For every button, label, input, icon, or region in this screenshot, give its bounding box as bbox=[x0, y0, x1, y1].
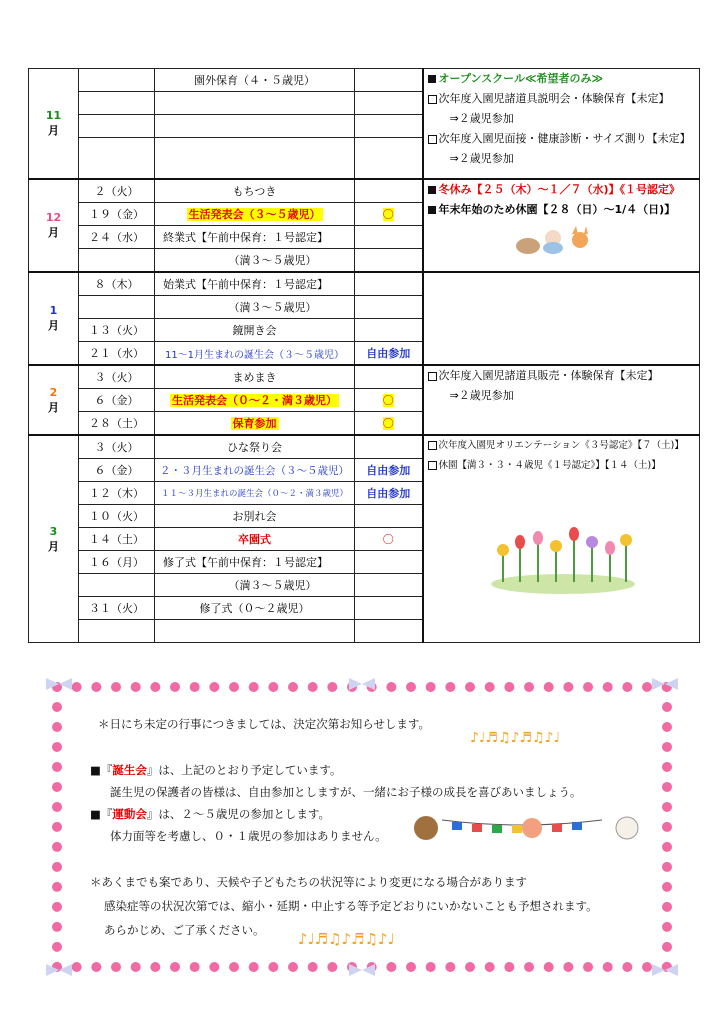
table-row: １９（金） 生活発表会（３～５歳児） 〇 bbox=[29, 203, 700, 226]
table-row: １４（土） 卒園式 〇 bbox=[29, 528, 700, 551]
month-label: 月 bbox=[48, 400, 59, 414]
bullet-icon bbox=[428, 186, 436, 194]
svg-text:♪♩♬♫♪♬♫♪♩: ♪♩♬♫♪♬♫♪♩ bbox=[298, 930, 395, 948]
table-row: １６（月） 修了式【午前中保育：１号認定】 bbox=[29, 551, 700, 574]
month-cell-jan bbox=[29, 272, 79, 365]
table-row: （満３～５歳児） bbox=[29, 249, 700, 273]
month-number: 11 bbox=[45, 109, 62, 122]
attendance-mark: 〇 bbox=[382, 394, 394, 407]
highlighted-event: 生活発表会（０～２・満３歳児） bbox=[172, 394, 337, 407]
checkbox-icon bbox=[428, 441, 437, 450]
month-label: 月 bbox=[48, 539, 59, 553]
animals-illustration bbox=[508, 220, 598, 256]
ribbon-icon bbox=[46, 964, 72, 976]
month-cell-dec bbox=[29, 179, 79, 272]
ribbon-icon bbox=[46, 678, 72, 690]
attendance-mark: 〇 bbox=[382, 208, 394, 221]
table-row: ６（金） ２・３月生まれの誕生会（３～５歳児） 自由参加 bbox=[29, 459, 700, 482]
table-row: ２８（土） 保育参加 〇 bbox=[29, 412, 700, 436]
table-row: 3 月 ３（火） ひな祭り会 次年度入園児オリエンテーション《３号認定》【７（土)】 休園【満３・３・４歳児《１号認定》】【１４（土)】 bbox=[29, 435, 700, 459]
schedule-page: 11 月 園外保育（４・５歳児） オープンスクール≪希望者のみ≫ 次年度入園児諸道具説明会・体験保育【未定】 ⇒２歳児参加 次年度入園児面接・健康診断・サイズ測り【未定】 ⇒２歳児参加 12 月 ２（火） もちつき 冬休み【２５（木）～１／７（水)】《１号認定》 年末年始のため休園【２８（日）～1/４（日)】 １９（金） 生活発表会（３～５歳児） 〇 ２４（水） 終業式【午前中保育：１号認定】 （満３～５歳児） 1 月 ８（木） 始業式【午前中保育：１号認定】 （満３～５歳児） １３（火） 鏡開き会 ２１（水） 11～1月生まれの誕生会（３～５歳児） 自由参加 2 月 ３（火） まめまき 次年度入園児諸道具販売・体験保育【未定】 ⇒２歳児参加 ６（金） 生活発表会（０～２・満３歳児） 〇 ２８（土） 保育参加 〇 3 月 ３（火） ひな祭り会 次年度入園児オリエンテーション《３号認定》【７（土)】 休園【満３・３・４歳児《１号認定》】【１４（土)】 ６（金） ２・３月生まれの誕生会（３～５歳児） 自由参加 １２（木） １１～３月生まれの誕生会（０～２・満３歳児） 自由参加 １０（火） お別れ会 １４（土） 卒園式 〇 １６（月） 修了式【午前中保育：１号認定】 （満３～５歳児） ３１（火） 修了式（０～２歳児） ＊日にち未定の行事につきましては、決定次第お知らせします。 ♪♩♬♫♪♬♫♪♩ ■『誕生会』は、上記のとおり予定しています。 誕生児の保護者の皆様は、自由参加としますが、一緒にお子様の成長を喜びあいましょう。 ■『運動会』は、２～５歳児の参加とします。 体力面等を考慮し、０・１歳児の参加はありません。 ＊あくまでも案であり、天候や子どもたちの状況等により変更になる場合があります 感染症等の状況次第では、縮小・延期・中止する等予定どおりにいかないことも予想されます。 あらかじめ、ご了承ください。 ♪♩♬♫♪♬♫♪♩ bbox=[0, 0, 725, 1024]
table-row: 2 月 ３（火） まめまき 次年度入園児諸道具販売・体験保育【未定】 ⇒２歳児参加 bbox=[29, 365, 700, 389]
notes-nov: オープンスクール≪希望者のみ≫ 次年度入園児諸道具説明会・体験保育【未定】 ⇒２歳児参加 次年度入園児面接・健康診断・サイズ測り【未定】 ⇒２歳児参加 bbox=[423, 69, 700, 180]
table-row: ２４（水） 終業式【午前中保育：１号認定】 bbox=[29, 226, 700, 249]
attendance-mark: 〇 bbox=[355, 528, 423, 551]
month-cell-feb bbox=[29, 365, 79, 435]
attendance-mark: 〇 bbox=[382, 417, 394, 430]
music-notes-icon bbox=[298, 926, 498, 950]
ribbon-icon bbox=[349, 678, 375, 690]
month-cell-nov bbox=[29, 69, 79, 180]
table-row: １３（火） 鏡開き会 bbox=[29, 319, 700, 342]
month-label: 月 bbox=[48, 124, 59, 137]
flowers-illustration bbox=[488, 514, 638, 596]
music-notes-icon bbox=[470, 726, 640, 748]
event-schedule-table bbox=[28, 68, 700, 643]
month-label: 月 bbox=[48, 319, 59, 332]
notes-dec: 冬休み【２５（木）～１／７（水)】《１号認定》 年末年始のため休園【２８（日）～1/４（日)】 bbox=[423, 179, 700, 272]
svg-text:♪♩♬♫♪♬♫♪♩: ♪♩♬♫♪♬♫♪♩ bbox=[470, 730, 561, 746]
table-row: １２（木） １１～３月生まれの誕生会（０～２・満３歳児） 自由参加 bbox=[29, 482, 700, 505]
checkbox-icon bbox=[428, 95, 437, 104]
animals-flags-illustration bbox=[412, 812, 644, 842]
table-row: （満３～５歳児） bbox=[29, 574, 700, 597]
checkbox-icon bbox=[428, 461, 437, 470]
highlighted-event: 保育参加 bbox=[232, 417, 277, 430]
ribbon-icon bbox=[652, 964, 678, 976]
month-label: 月 bbox=[48, 226, 59, 239]
month-cell-mar bbox=[29, 435, 79, 643]
table-row: ３１（火） 修了式（０～２歳児） bbox=[29, 597, 700, 620]
month-number: 2 bbox=[49, 385, 58, 399]
highlighted-event: 生活発表会（３～５歳児） bbox=[188, 208, 321, 221]
table-row: 1 月 ８（木） 始業式【午前中保育：１号認定】 bbox=[29, 272, 700, 296]
table-row bbox=[29, 69, 700, 92]
bullet-icon bbox=[428, 206, 436, 214]
table-row: 12 月 ２（火） もちつき 冬休み【２５（木）～１／７（水)】《１号認定》 年末年始のため休園【２８（日）～1/４（日)】 bbox=[29, 179, 700, 203]
table-row: （満３～５歳児） bbox=[29, 296, 700, 319]
checkbox-icon bbox=[428, 135, 437, 144]
notes-feb: 次年度入園児諸道具販売・体験保育【未定】 ⇒２歳児参加 bbox=[423, 365, 700, 435]
bullet-icon bbox=[428, 75, 436, 83]
table-row: ２１（水） 11～1月生まれの誕生会（３～５歳児） 自由参加 bbox=[29, 342, 700, 366]
ribbon-icon bbox=[349, 964, 375, 976]
event-cell: 園外保育（４・５歳児） bbox=[155, 69, 355, 92]
table-row: １０（火） お別れ会 bbox=[29, 505, 700, 528]
month-number: 3 bbox=[49, 524, 58, 538]
notes-mar: 次年度入園児オリエンテーション《３号認定》【７（土)】 休園【満３・３・４歳児《１号認定》】【１４（土)】 bbox=[423, 435, 700, 643]
notes-jan bbox=[423, 272, 700, 365]
ribbon-icon bbox=[652, 678, 678, 690]
checkbox-icon bbox=[428, 372, 437, 381]
month-number: 12 bbox=[45, 211, 62, 224]
month-number: 1 bbox=[49, 304, 58, 317]
table-row: ６（金） 生活発表会（０～２・満３歳児） 〇 bbox=[29, 389, 700, 412]
